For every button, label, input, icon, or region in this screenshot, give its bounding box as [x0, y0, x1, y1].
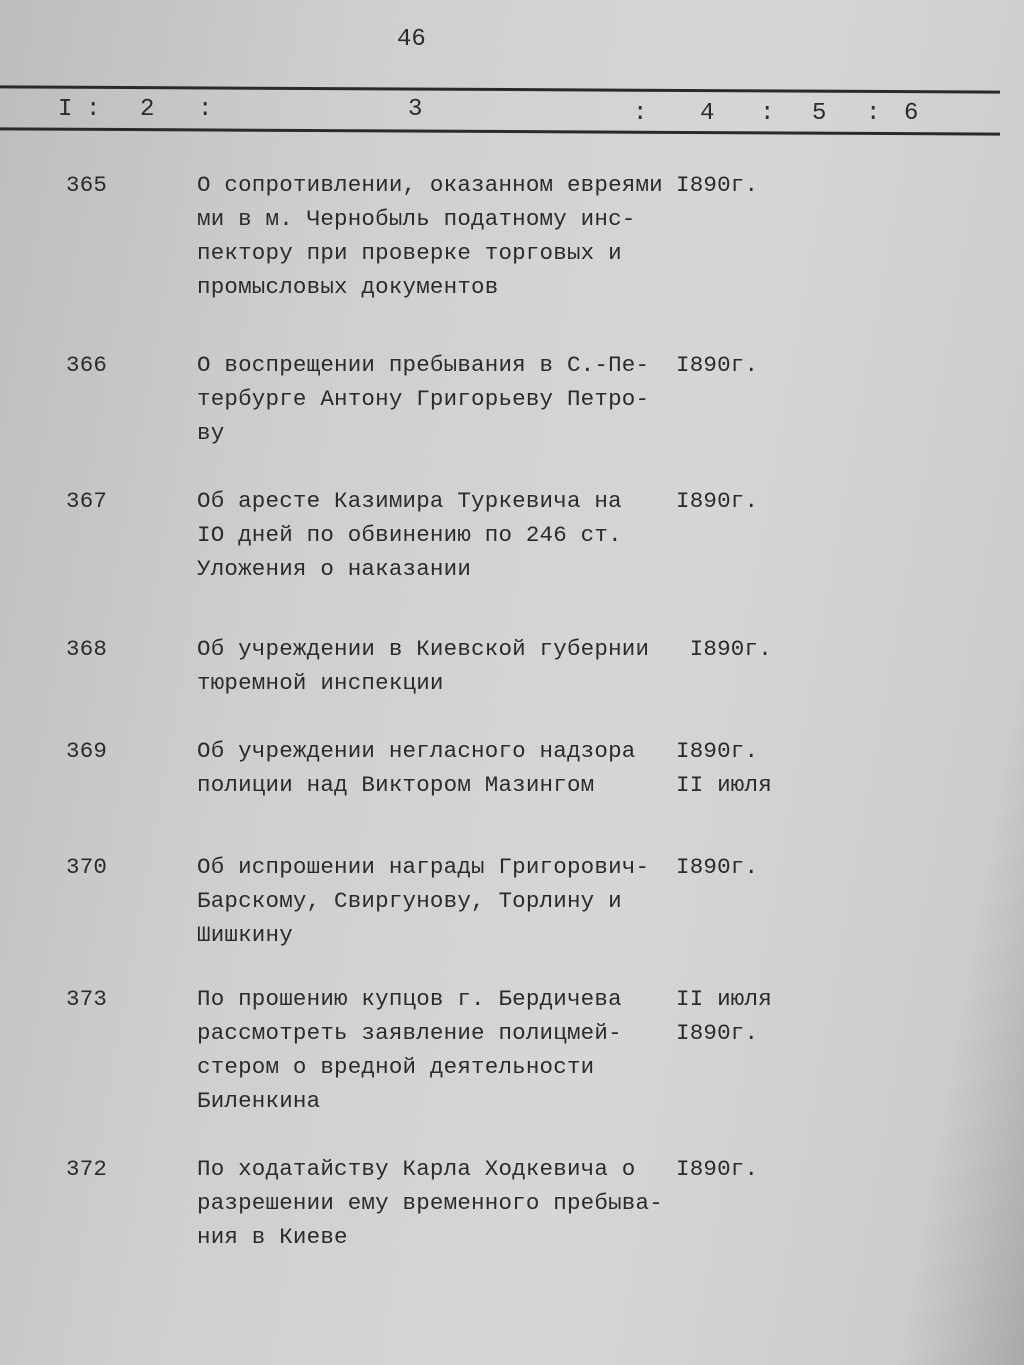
entry-title — [197, 734, 677, 802]
page-number: 46 — [397, 26, 426, 53]
entry-number: 372 — [66, 1156, 108, 1182]
column-header-5: 5 — [812, 100, 827, 127]
entry-title-line: пектору при проверке торговых и — [197, 240, 622, 266]
entry-date — [676, 632, 772, 666]
entry-date-line: II июля — [676, 986, 772, 1012]
entry-number: 366 — [66, 352, 108, 378]
entry-title-line: полиции над Виктором Мазингом — [197, 772, 595, 798]
entry-number: 369 — [66, 738, 108, 764]
column-header-2: 2 — [140, 96, 155, 123]
entry-title-line: тюремной инспекции — [197, 670, 444, 696]
entry-title-line: Уложения о наказании — [197, 556, 472, 582]
entry-title-line: промысловых документов — [197, 274, 499, 300]
entry-number: 365 — [66, 172, 108, 198]
entry-title-line: Об учреждении негласного надзора — [197, 738, 636, 764]
entry-title-line: стером о вредной деятельности — [197, 1054, 595, 1080]
entry-title-line: Биленкина — [197, 1088, 321, 1114]
column-header-1: I — [58, 96, 73, 123]
entry-date — [676, 850, 758, 884]
entry-date-line: I890г. — [676, 854, 759, 880]
entry-title-line: ву — [197, 420, 225, 446]
column-header-6: 6 — [904, 100, 919, 127]
entry-title — [197, 982, 677, 1118]
entry-date — [676, 982, 772, 1050]
entry-date — [676, 1152, 758, 1186]
entry-title-line: IO дней по обвинению по 246 ст. — [197, 522, 622, 548]
column-separator: : — [86, 96, 101, 123]
entry-title-line: По ходатайству Карла Ходкевича о — [197, 1156, 636, 1182]
entry-title-line: Об учреждении в Киевской губернии — [197, 636, 650, 662]
entry-date-line: II июля — [676, 772, 772, 798]
entry-date — [676, 348, 758, 382]
column-header-4: 4 — [700, 100, 715, 127]
entry-title-line: Об аресте Казимира Туркевича на — [197, 488, 622, 514]
entry-date-line: I890г. — [676, 636, 772, 662]
entry-title-line: По прошению купцов г. Бердичева — [197, 986, 622, 1012]
column-header-3: 3 — [408, 96, 423, 123]
entry-date-line: I890г. — [676, 738, 759, 764]
entry-title-line: Шишкину — [197, 922, 293, 948]
entry-number: 368 — [66, 636, 108, 662]
entry-title-line: Барскому, Свиргунову, Торлину и — [197, 888, 622, 914]
column-separator: : — [866, 100, 881, 127]
entry-date-line: I890г. — [676, 1020, 759, 1046]
entry-date-line: I890г. — [676, 172, 759, 198]
entry-title-line: разрешении ему временного пребыва- — [197, 1190, 663, 1216]
entry-title — [197, 850, 677, 952]
entry-title-line: ми в м. Чернобыль податному инс- — [197, 206, 636, 232]
header-top-rule — [0, 85, 1000, 93]
column-separator: : — [198, 96, 213, 123]
column-separator: : — [760, 100, 775, 127]
entry-number: 370 — [66, 854, 108, 880]
entry-title — [197, 348, 677, 450]
header-bottom-rule — [0, 127, 1000, 135]
entry-title — [197, 1152, 677, 1254]
entry-title-line: ния в Киеве — [197, 1224, 348, 1250]
entry-title-line: рассмотреть заявление полицмей- — [197, 1020, 622, 1046]
entry-date — [676, 734, 772, 802]
entry-title — [197, 484, 677, 586]
entry-title — [197, 168, 677, 304]
entry-date — [676, 484, 758, 518]
entry-date-line: I890г. — [676, 488, 759, 514]
entry-title-line: тербурге Антону Григорьеву Петро- — [197, 386, 650, 412]
entry-number: 367 — [66, 488, 108, 514]
entry-title-line: О сопротивлении, оказанном евреями — [197, 172, 663, 198]
entry-date-line: I890г. — [676, 1156, 759, 1182]
entry-title — [197, 632, 677, 700]
entry-date-line: I890г. — [676, 352, 759, 378]
entry-title-line: О воспрещении пребывания в С.-Пе- — [197, 352, 650, 378]
column-separator: : — [633, 100, 648, 127]
entry-title-line: Об испрошении награды Григорович- — [197, 854, 650, 880]
entry-number: 373 — [66, 986, 108, 1012]
entry-date — [676, 168, 758, 202]
